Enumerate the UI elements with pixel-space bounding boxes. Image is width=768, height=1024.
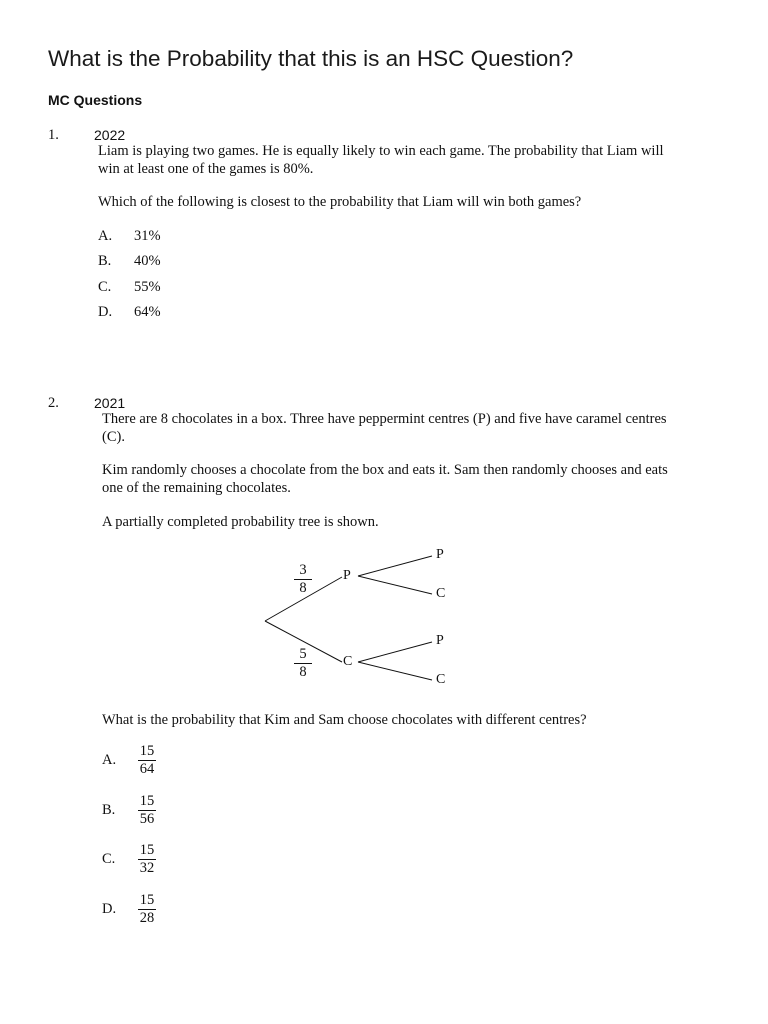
fraction-denominator: 28 (139, 910, 155, 926)
option-letter: B. (102, 802, 116, 818)
fraction-denominator: 32 (139, 860, 155, 876)
fraction-denominator: 64 (139, 761, 155, 777)
fraction-denominator: 56 (139, 811, 155, 827)
branch-cc (358, 662, 432, 680)
option-letter: C. (102, 851, 116, 867)
option-letter: C. (98, 279, 112, 295)
fraction-numerator: 15 (139, 743, 155, 759)
page-title: What is the Probability that this is an HSC Question? (48, 46, 574, 71)
option-letter: A. (102, 752, 117, 768)
outcome-pp: P (436, 547, 444, 562)
question-number: 1. (48, 127, 59, 143)
question-text-2: Kim randomly chooses a chocolate from the box and eats it. Sam then randomly chooses and eats one of the remaining chocolates. (102, 462, 668, 496)
option-value: 64% (134, 304, 161, 320)
option-letter: B. (98, 253, 112, 269)
option-letter: A. (98, 228, 113, 244)
option-fraction (136, 743, 158, 778)
branch-pc (358, 576, 432, 594)
option-value: 31% (134, 228, 161, 244)
question-text: There are 8 chocolates in a box. Three have peppermint centres (P) and five have caramel centres (C). (102, 411, 667, 445)
fraction-numerator: 15 (139, 793, 155, 809)
option-letter: D. (102, 901, 117, 917)
outcome-cc: C (436, 672, 446, 687)
node-p: P (343, 568, 351, 583)
branch-cp (358, 642, 432, 662)
node-c: C (343, 654, 353, 669)
fraction-numerator: 15 (139, 842, 155, 858)
question-year: 2022 (94, 127, 126, 143)
question-prompt: What is the probability that Kim and Sam choose chocolates with different centres? (102, 712, 587, 728)
section-heading: MC Questions (48, 92, 143, 108)
fraction-c (292, 646, 314, 681)
option-value: 40% (134, 253, 161, 269)
option-fraction (136, 892, 158, 927)
question-number: 2. (48, 395, 59, 411)
fraction-numerator: 3 (299, 562, 307, 578)
fraction-p (292, 562, 314, 597)
question-text: Liam is playing two games. He is equally likely to win each game. The probability that Liam will win at least one of the games is 80%. (98, 143, 664, 177)
option-fraction (136, 793, 158, 828)
fraction-denominator: 8 (299, 580, 307, 596)
fraction-numerator: 5 (299, 646, 307, 662)
question-text-3: A partially completed probability tree is shown. (102, 514, 379, 530)
question-year: 2021 (94, 395, 126, 411)
outcome-cp: P (436, 633, 444, 648)
outcome-pc: C (436, 586, 446, 601)
fraction-denominator: 8 (299, 664, 307, 680)
option-fraction (136, 842, 158, 877)
fraction-numerator: 15 (139, 892, 155, 908)
branch-pp (358, 556, 432, 576)
question-prompt: Which of the following is closest to the probability that Liam will win both games? (98, 194, 582, 210)
option-letter: D. (98, 304, 113, 320)
option-value: 55% (134, 279, 161, 295)
